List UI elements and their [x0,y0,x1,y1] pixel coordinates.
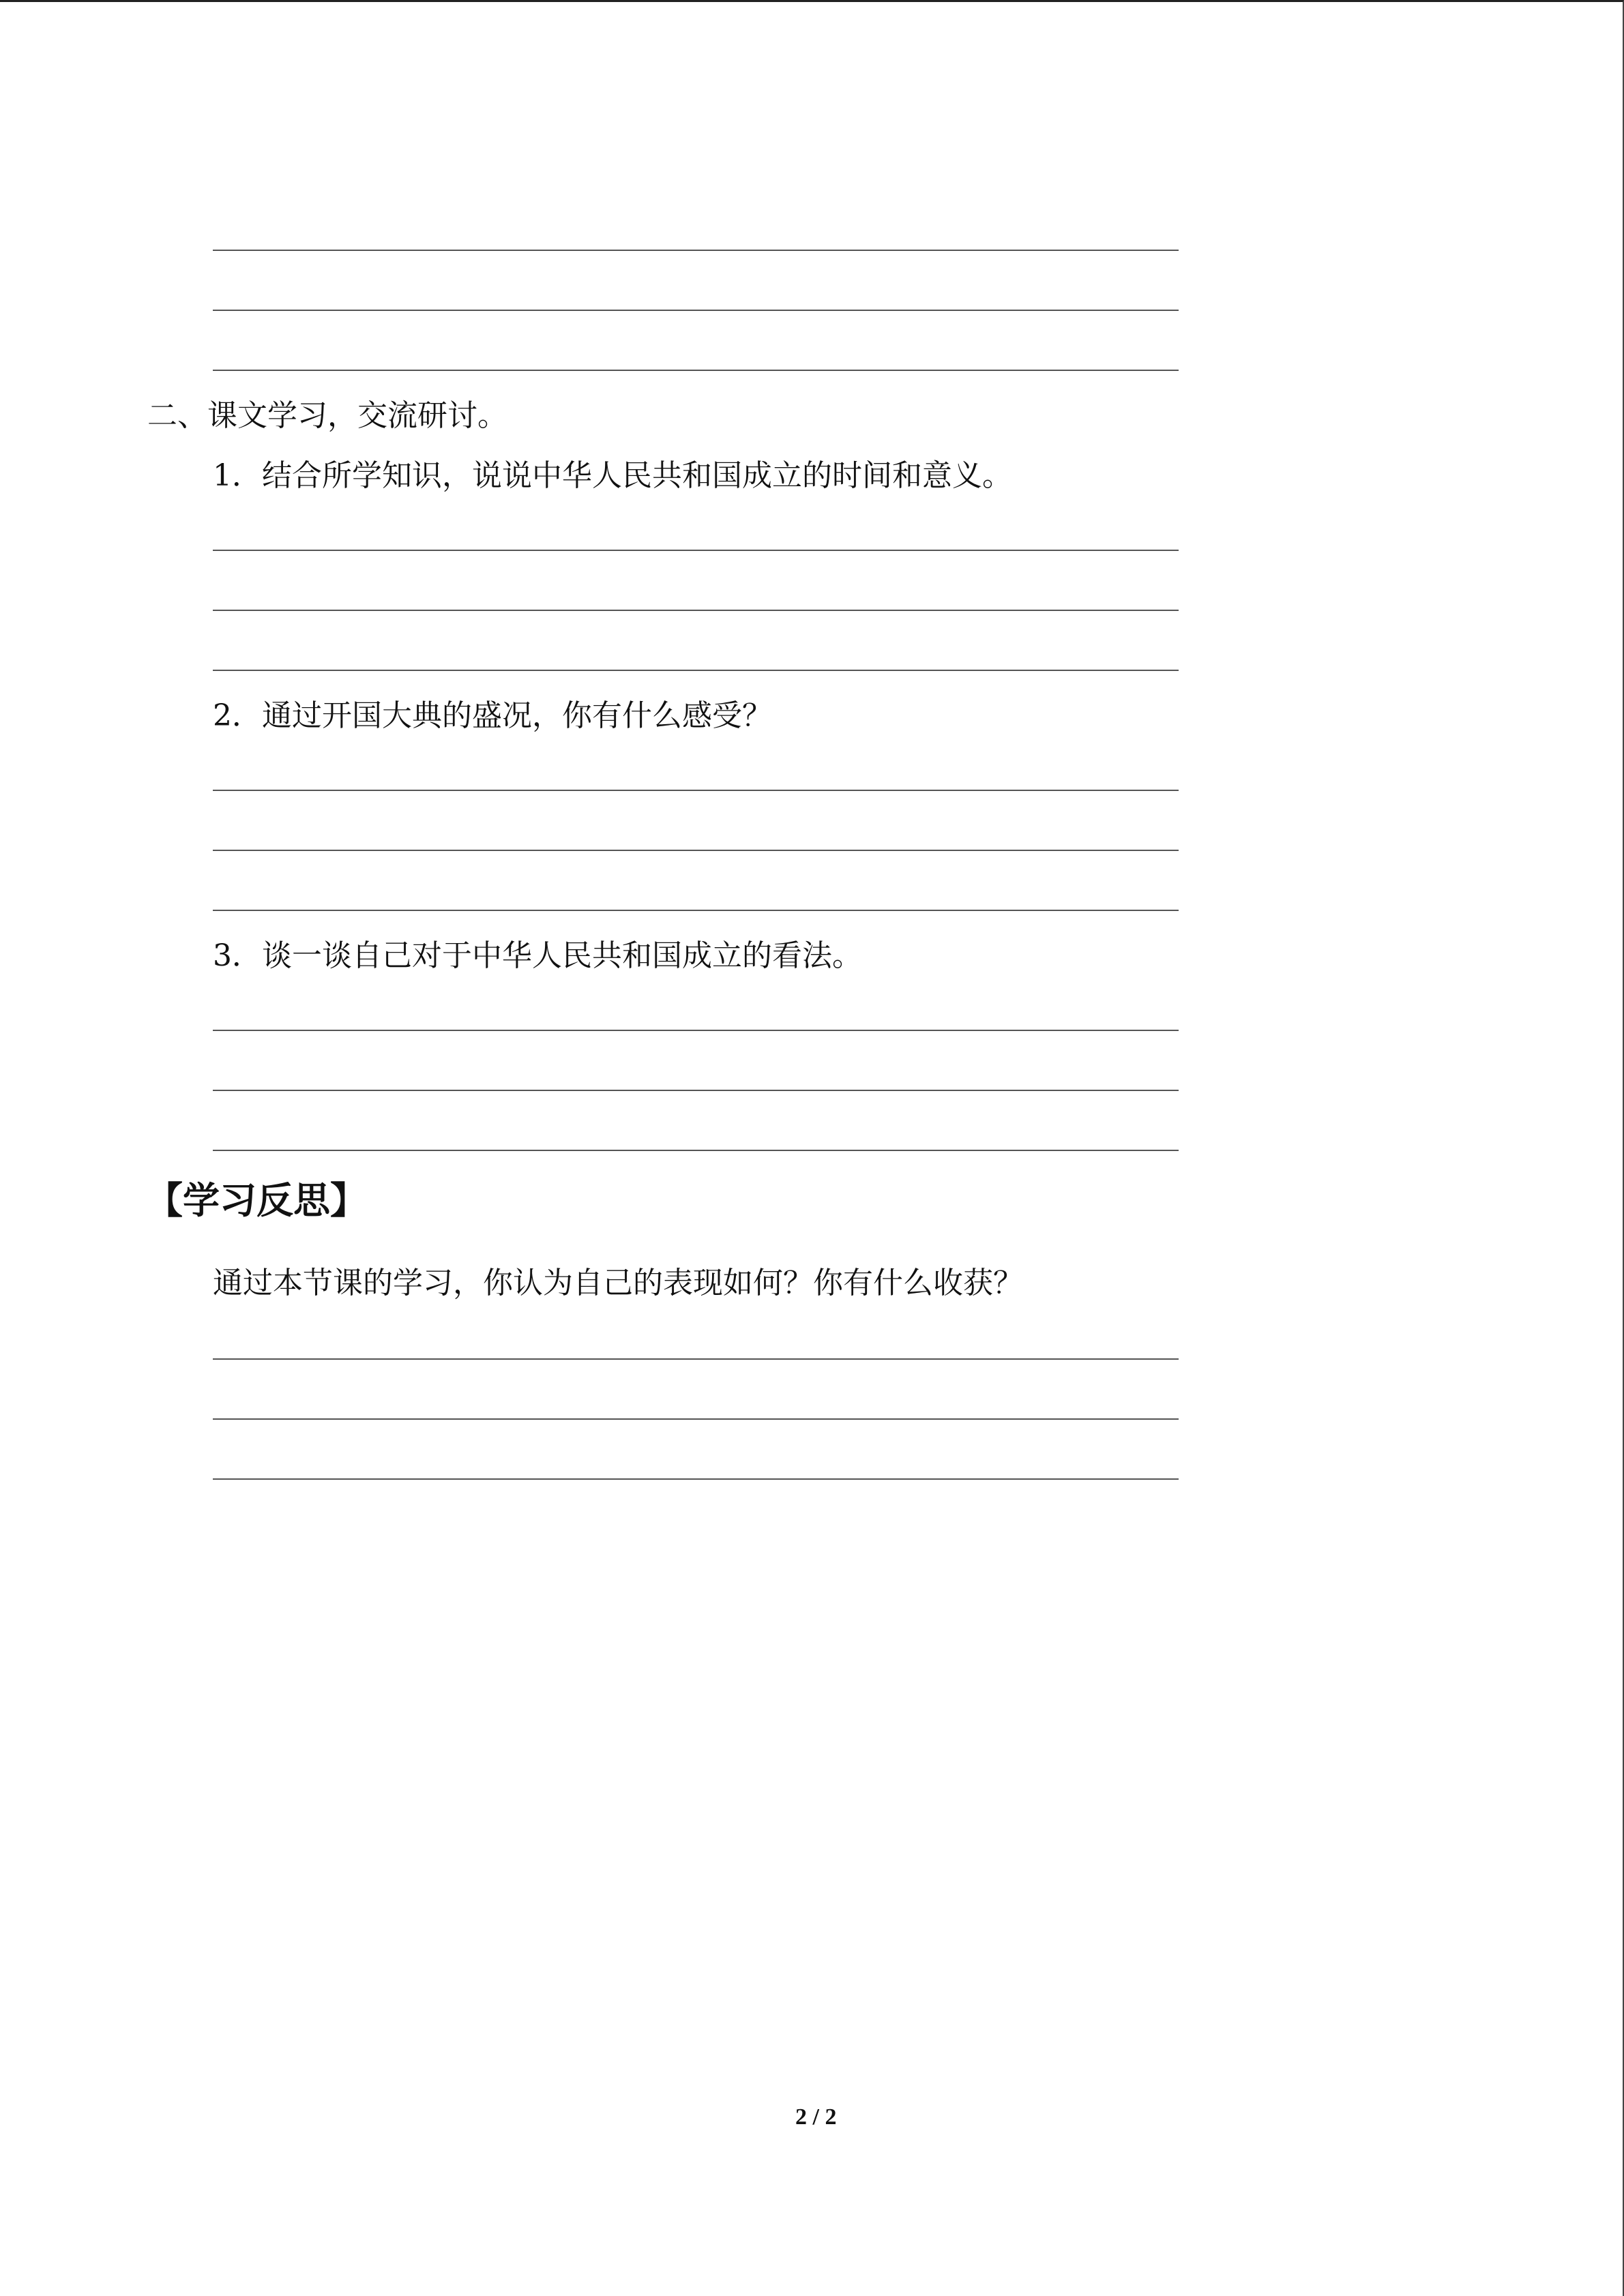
answer-line[interactable] [213,1418,1179,1420]
question-text: 谈一谈自己对于中华人民共和国成立的看法。 [262,938,862,973]
question-number: 1． [213,458,262,493]
reflection-prompt: 通过本节课的学习，你认为自己的表现如何？你有什么收获？ [213,1266,1023,1300]
answer-line[interactable] [213,370,1179,371]
answer-line[interactable] [213,1150,1179,1151]
answer-line[interactable] [213,550,1179,551]
section-heading: 二、课文学习，交流研讨。 [147,398,507,433]
answer-line[interactable] [213,850,1179,851]
answer-line[interactable] [213,610,1179,611]
answer-line[interactable] [213,1090,1179,1091]
reflection-heading: 【学习反思】 [146,1179,367,1222]
question-text: 通过开国大典的盛况，你有什么感受？ [262,698,772,733]
question-number: 3． [213,938,262,973]
question-text: 结合所学知识，说说中华人民共和国成立的时间和意义。 [262,458,1012,493]
question-2 [213,697,772,735]
question-3 [213,937,862,975]
answer-line[interactable] [213,310,1179,311]
question-number: 2． [213,698,262,733]
question-1 [213,457,1012,495]
answer-line[interactable] [213,250,1179,251]
answer-line[interactable] [213,1030,1179,1031]
answer-line[interactable] [213,910,1179,911]
answer-line[interactable] [213,670,1179,671]
answer-line[interactable] [213,1478,1179,1480]
answer-line[interactable] [213,1358,1179,1360]
page-number: 2 / 2 [795,2104,837,2130]
answer-line[interactable] [213,790,1179,791]
